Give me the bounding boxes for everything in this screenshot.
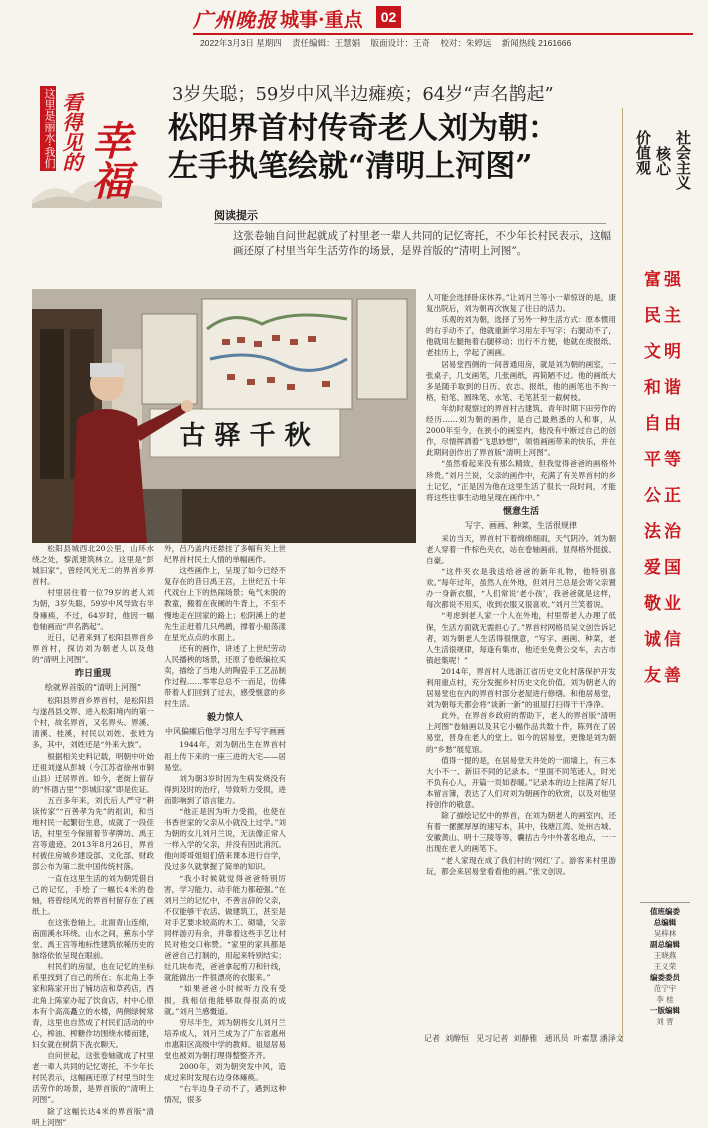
- headline-line-1: 松阳界首村传奇老人刘为朝：: [168, 111, 558, 146]
- editor-role: 编委委员: [650, 973, 680, 982]
- col2-para: 刘为朝3岁时因为生病发烧没有得到及时的治疗，导致听力受损，进而影响到了语言能力。: [164, 773, 286, 805]
- article-headline: [168, 110, 558, 186]
- article-photo: [32, 289, 416, 543]
- news-hotline: 新闻热线 2161666: [501, 38, 572, 48]
- article-column-4: [426, 292, 616, 1030]
- col4-para: 居易堂西侧的一间普通用房，就是刘为朝的画室，一张桌子，几支画笔，几张画纸，再简陋不过。他的画纸大多是随手取到的日历、农志、报纸，他的画笔也不拘一格，铅笔、圆珠笔、水笔、毛笔甚至一截树枝。: [426, 359, 616, 402]
- article-kicker: 3岁失聪；59岁中风半边瘫痪；64岁“声名鹊起”: [172, 84, 554, 105]
- value-item: 自由: [644, 414, 684, 434]
- value-item: 和谐: [644, 378, 684, 398]
- lead-label: 阅读提示: [214, 209, 258, 222]
- col1-para: 在这张卷轴上，北面青山连绵，南面溪水环绕。山水之间，蕉东小学堂、禹王宫等地标性建筑依稀历史的脉络依依呈现在眼前。: [32, 917, 154, 961]
- editor-role: 副总编辑: [650, 940, 680, 949]
- values-title-line: 核心: [654, 146, 672, 176]
- masthead-info: [200, 37, 579, 49]
- value-item: 文明: [644, 342, 684, 362]
- col4-para: “虽然看起来没有那么精致，但我觉得爸爸的画格外珍贵。”刘月兰说，父亲的画作中，充满了有关界首村的乡土记忆，“正是因为他在这里生活了很长一段时间，才能将这些往事生动地呈现在画作中。”: [426, 459, 616, 502]
- article-column-1: [32, 543, 154, 1127]
- editors-box: [640, 902, 690, 1027]
- col4-para: 年幼时观察过的界首村古建筑、青年时期下田劳作的经历……刘为朝的画作，是自己最熟悉的人和事，从2000年至今，在狭小的画室内，他没有中断过自己的创作，尽情挥洒着“飞思妙想”，领悟画画带来的快乐，并在此期间创作出了界首版“清明上河图”。: [426, 403, 617, 458]
- col4-para: “考虑到老人家一个人在外地，村里帮老人办理了低保，生活方面就无需担心了。”界首村网格员吴文创告诉记者，刘为朝老人生活得很惬意，“写字、画画、种菜，老人生活很规律，每逢有集市，他还坐免费公交车，去古市镇赶集呢！”: [426, 611, 616, 665]
- value-item: 法治: [644, 522, 684, 542]
- section-title: 城事·重点: [280, 9, 363, 31]
- masthead-rule: [193, 33, 693, 35]
- col2-para: “右半边身子动不了，遇到这种情况，很多: [164, 1084, 286, 1105]
- editor-name: 刘 晋: [656, 1017, 674, 1026]
- page-number: 02: [376, 6, 401, 28]
- article-byline: [424, 1033, 629, 1044]
- byline-name: 叶素慧 潘泽文: [573, 1034, 624, 1043]
- col2-para: 还有的画作，讲述了上世纪劳动人民播秧的场景，还原了卷纸编拉买卖，描绘了当地人的陶瓷手工艺品制作过程……零零总总不一而足，仿佛带着人们回到了过去，感受惬意的乡村生活。: [164, 643, 286, 709]
- col1-section-heading: 昨日重现: [74, 669, 111, 680]
- col2-section-heading: 毅力惊人: [206, 713, 243, 724]
- col1-section-subheading: 绘就界首版的“清明上河图”: [44, 683, 142, 693]
- editor-name: 吴梓林: [653, 929, 677, 938]
- col1-para: 除了这幅长达4米的界首版“清明上河图”: [32, 1106, 154, 1127]
- value-item: 富强: [644, 270, 684, 290]
- col2-para: “我小时候就觉得爸爸特别厉害，学习能力、动手能力都超强。”在刘月兰的记忆中，不善言辞的父亲，不仅能够干农活、做建筑工，甚至是对手艺要求较高的木工、砌墙，父亲同样游刃有余，并靠着这些手艺让村民对他交口称赞。“家里的家具都是爸爸自己打制的，用起来特别结实；灶几块布壳，爸爸拿起剪刀和针线，就能做出一件很漂亮的衣服来。”: [164, 873, 286, 983]
- article-column-2: [164, 543, 286, 1105]
- paper-name: 广州晚报: [193, 8, 277, 32]
- editor-name: 王晓燕: [653, 951, 677, 960]
- editor-role: 总编辑: [653, 918, 677, 927]
- headline-line-2: 左手执笔绘就“清明上河图”: [168, 149, 533, 184]
- col1-para: 一直在这里生活的刘为朝凭借自己的记忆，手绘了一幅长4米的卷轴，将曾经风光的界首村留存在了画纸上。: [32, 873, 154, 916]
- value-item: 敬业: [644, 594, 684, 614]
- col4-para: “老人家现在成了我们村的‘网红’了。游客来村里游玩，都会来居易堂看看他的画。”张文创说。: [426, 855, 616, 876]
- byline-role: 记者: [424, 1034, 440, 1043]
- col1-para: 五百多年来，刘氏后人严守“耕读传家”“百善孝为先”的祖训，和当地村民一起繁衍生息，成就了一段佳话，村里至今保留着节孝牌坊、禹王宫等遗迹。2013年8月26日，界首村被住房城乡建设部、文化部、财政部公布为第二批中国传统村落。: [32, 795, 154, 872]
- value-item: 诚信: [644, 630, 684, 650]
- editor-name: 范宁宇: [653, 984, 677, 993]
- core-values-title: [634, 130, 692, 250]
- photo-illustration: [32, 289, 416, 543]
- core-values-list: [640, 270, 688, 702]
- lead-text: 这张卷轴自问世起就成了村里老一辈人共同的记忆寄托，不少年长村民表示，这幅画还原了村里当年生活劳作的场景，是界首版的“清明上河图”。: [233, 230, 611, 257]
- col2-para: 穷尽半生，刘为朝将女儿刘月兰培养成人，刘月兰成为了广东省惠州市惠阳区高级中学的教师。祖屋居易堂也被刘为朝打理得整整齐齐。: [164, 1017, 286, 1061]
- col1-para: 村民们的房屋，也在记忆的坐标系里找到了自己的所在；东北角上李家和陈家开出了铺坊店和草药店，西北角上陈家办起了饮食店，村中心原本有个高高矗立的水楼，两侧绿树常青，这里也自然成了村民们活动的中心，榨油、榨糖作坊围绕水楼而建，妇女就在树荫下洗衣聊天。: [32, 962, 154, 1049]
- col2-para: 外，吕乃盖内还悬挂了多幅有关上世纪界首村民土人情的单幅画作。: [164, 544, 286, 565]
- col2-para: 2000年，刘为朝突发中风，造成过来时发现右边身体瘫痪。: [164, 1062, 286, 1083]
- issue-date: 2022年3月3日 星期四: [200, 38, 282, 48]
- designer: 版面设计：王奇: [370, 38, 431, 48]
- responsible-editor: 责任编辑：王慧娟: [292, 38, 361, 48]
- series-script-title: 看得见的: [59, 92, 83, 172]
- value-item: 爱国: [644, 558, 684, 578]
- col4-para: 除了描绘记忆中的界首，在刘为朝老人的画室内，还有着一摞摞厚厚的速写本，其中，钱塘江湾、处州古城、安徽黄山、明十三陵等等，囊括古今中外著名地点，一一出现在老人的画笔下。: [426, 811, 616, 854]
- values-title-line: 价值观: [634, 130, 652, 175]
- lead-divider: [214, 223, 606, 224]
- col4-para: 乐观的刘为朝，选择了另外一种生活方式：原本惯用的右手动不了，他就重新学习用左手写字；右腿动不了，他就用左腿拖着右腿移动；出行不方便，他就在废报纸、老挂历上，学起了画画。: [426, 315, 616, 358]
- editor-role: 一版编辑: [650, 1006, 680, 1015]
- col2-para: “如果爸爸小时候听力没有受损，我相信他能够取得很高的成就。”刘月兰感慨道。: [164, 984, 286, 1016]
- col4-para: “这件夹衣是我送给爸爸的新年礼物，他特别喜欢。”每年过年，虽然人在外地，但刘月兰总是会寄父亲置办一身新衣服，“人们常说‘老小孩’，我爸爸就是这样，每次都说不用买，收到衣服又很喜欢。”刘月兰笑着说。: [426, 567, 616, 610]
- calligraphy-scroll: 古 驿 千 秋: [179, 421, 311, 451]
- byline-role: 通讯员: [544, 1034, 569, 1043]
- col2-para: “他正是因为听力受损，也使在书香世家的父亲从小就没上过学。”刘为朝的女儿刘月兰说，无法像正常人一样入学的父亲，并没有因此消沉。他向哥哥姐姐们借来课本进行自学，没过多久就掌握了简单的知识。: [164, 806, 286, 872]
- col4-para: 此外，在界首乡政府的帮助下，老人的界首版“清明上河图”卷轴画以及其它小幅作品共数十件，陈列在了居易堂，晋身在老人的堂上。如今的居易堂，更像是刘为朝的“乡愁”展览馆。: [426, 711, 616, 754]
- byline-name: 刘静雅: [513, 1034, 538, 1043]
- col2-section-subheading: 中风偏瘫后他学习用左手写字画画: [165, 727, 285, 737]
- byline-role: 见习记者: [476, 1034, 509, 1043]
- col1-para: 根据相关史料记载，明朝中叶始迁祖刘遂从彭城（今江苏省徐州市铜山县）迁居界首。如今，老街上留存的“怀德古里”“彭城旧家”即是佐证。: [32, 751, 154, 794]
- col1-para: 村里居住着一位79岁的老人刘为朝，3岁失聪，59岁中风导致右半身瘫痪，不过，64岁时，他因一幅卷轴画而“声名鹊起”。: [32, 588, 154, 631]
- col1-para: 近日，记者来到了松阳县界首乡界首村，探访刘为朝老人以及他的“清明上河图”。: [32, 632, 154, 664]
- value-item: 公正: [644, 486, 684, 506]
- col1-para: 松阳县界首乡界首村，是松阳县与遂昌县交界、进入松阳境内的第一个村，故名界首，又名界头、界溪、清溪、桂溪，村民以刘姓、张姓为多，其中，刘姓还是“外来大族”。: [32, 696, 154, 750]
- series-big-char: 幸福: [85, 120, 132, 200]
- series-vertical-label: 这里是丽水·我们: [40, 86, 56, 171]
- value-item: 平等: [644, 450, 684, 470]
- proofreader: 校对：朱婷远: [440, 38, 492, 48]
- value-item: 民主: [644, 306, 684, 326]
- col2-para: 1944年，刘为朝出生在界首村祖上传下来的一座三进的大宅——居易堂。: [164, 740, 286, 772]
- byline-name: 刘醇恒: [445, 1034, 469, 1043]
- col4-section-heading: 惬意生活: [502, 506, 539, 517]
- col4-section-subheading: 写字、画画、种菜，生活很规律: [465, 520, 577, 530]
- article-column-3: [296, 543, 416, 1030]
- col4-para: 2014年，界首村人选浙江省历史文化村落保护开发利用重点村，充分发掘乡村历史文化价值。刘为朝老人的居易堂也在内的界首村部分老屋进行修缮。和他居易堂，刘为朝每天都会将“谈新一新”的祖屋打扫得干干净净。: [426, 666, 616, 710]
- editor-role: 值班编委: [650, 907, 680, 916]
- value-item: 友善: [644, 666, 684, 686]
- col4-para: 值得一提的是，在居易堂天井处的一面墙上，有三本大小不一、新旧不同的记录本。“里面不同笔迹人，时光不负有心人，开篇一页如春暖。”记录本的边上挂满了好几本留言簿，表达了人们对刘为朝画作的欣赏，以及对他坚持创作的敬意。: [426, 755, 616, 810]
- editor-name: 李 桂: [656, 995, 674, 1004]
- col1-para: 自问世起，这张卷轴就成了村里老一辈人共同的记忆寄托，不少年长村民表示，这幅画还原了村里当时生活劳作的场景，是界首版的“清明上河图”。: [32, 1051, 154, 1105]
- col2-para: 这些画作上，呈现了如今已经不复存在的昔日禹王宫，上世纪五十年代戏台上下的热闹场景；龟气未脱的教童，搬着在夜阑的牛背上，不至不慢地走在回家的路上；松阴溪上的老先生正赶着几只鸬鹚，撑着小船荡漾在星光点点的水面上。: [164, 566, 286, 642]
- values-title-line: 社会主义: [674, 130, 692, 190]
- col4-para: 人可能会选择卧床休养。”让刘月兰等小一辈惊讶的是，康复出院后，刘为朝再次恢复了往日的活力。: [426, 293, 616, 314]
- editor-name: 王义荣: [653, 962, 677, 971]
- col4-para: 采访当天，界首村下着绵绵细雨，天气阴冷。刘为朝老人穿着一件棕色夹衣，站在卷轴画前，显得格外挺拔、自豪。: [426, 533, 616, 565]
- col1-para: 松阳县城西北20公里，山环水绕之处，黎派建筑林立。这里是“彭城旧家”，曾经风光无二的界首乡界首村。: [32, 544, 154, 587]
